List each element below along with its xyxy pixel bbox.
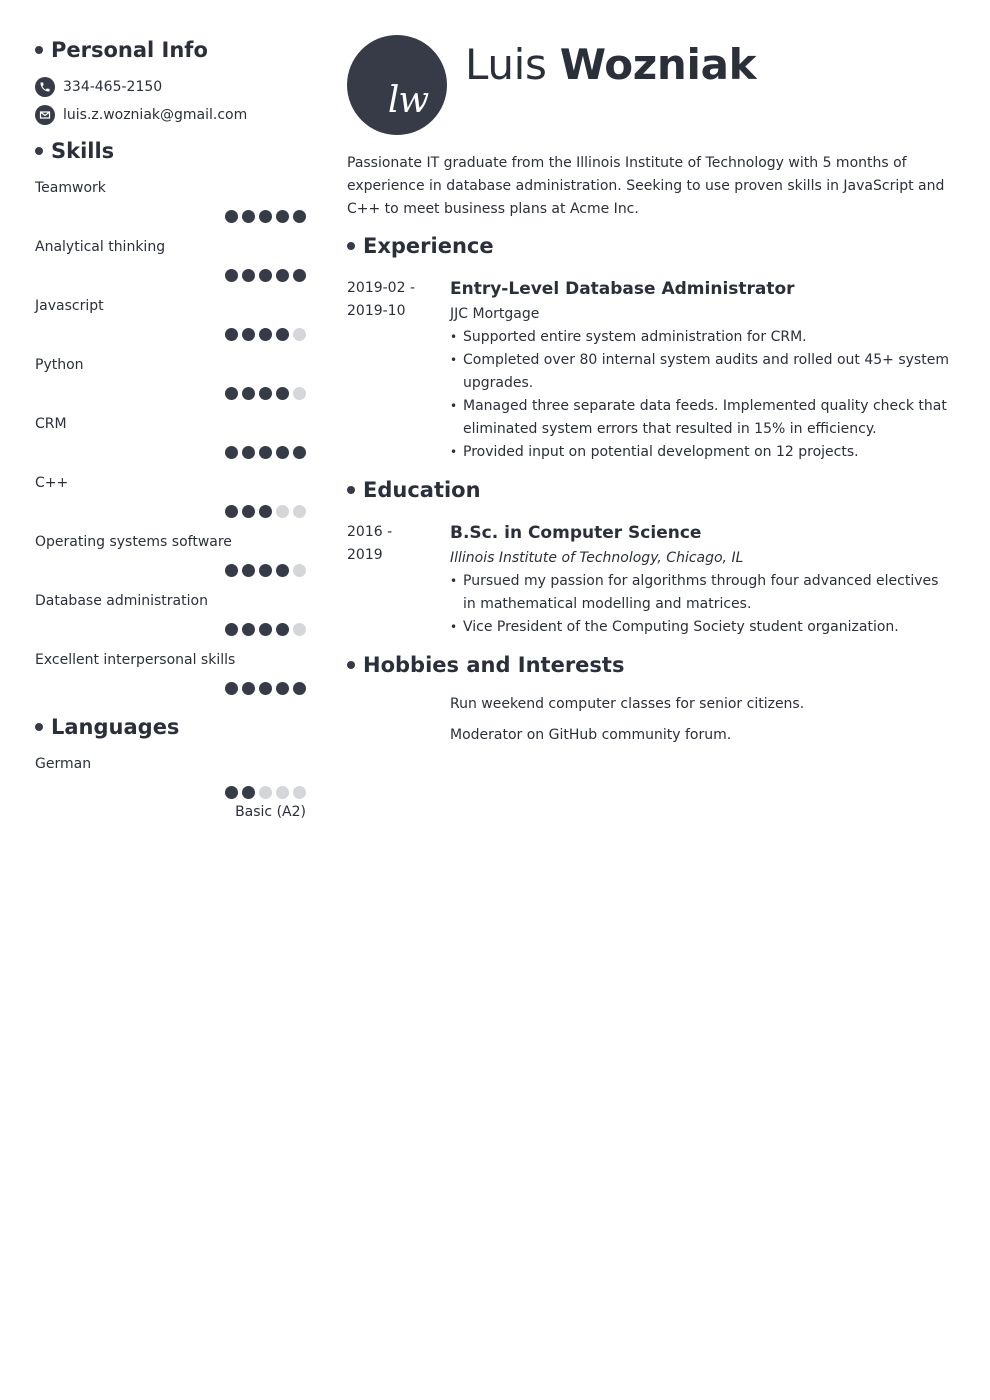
rating-dot-filled-icon: [225, 387, 238, 400]
skill-name: Analytical thinking: [35, 239, 166, 255]
skill-rating: [35, 564, 306, 577]
rating-dot-empty-icon: [276, 786, 289, 799]
experience-heading: [347, 234, 494, 258]
date-start: 2016 -: [347, 524, 393, 540]
degree-title: B.Sc. in Computer Science: [450, 523, 702, 543]
rating-dot-filled-icon: [276, 623, 289, 636]
rating-dot-filled-icon: [276, 210, 289, 223]
section-bullet-icon: [347, 486, 355, 494]
rating-dot-filled-icon: [225, 564, 238, 577]
rating-dot-filled-icon: [293, 446, 306, 459]
rating-dot-empty-icon: [276, 505, 289, 518]
phone-number[interactable]: 334-465-2150: [63, 79, 163, 95]
rating-dot-filled-icon: [242, 682, 255, 695]
rating-dot-filled-icon: [259, 210, 272, 223]
institution: Illinois Institute of Technology, Chicago, IL: [450, 550, 744, 566]
personal-info-heading-text: Personal Info: [51, 38, 208, 62]
phone-icon: [35, 77, 55, 97]
experience-entry: [450, 277, 955, 464]
last-name: Wozniak: [559, 40, 757, 89]
rating-dot-filled-icon: [259, 269, 272, 282]
rating-dot-empty-icon: [293, 786, 306, 799]
skill-name: Database administration: [35, 593, 208, 609]
rating-dot-filled-icon: [293, 682, 306, 695]
list-item: • Completed over 80 internal system audits and rolled out 45+ system upgrades.: [450, 349, 955, 395]
rating-dot-filled-icon: [242, 564, 255, 577]
languages-heading-text: Languages: [51, 715, 180, 739]
candidate-name: [465, 40, 756, 89]
skill-name: Python: [35, 357, 84, 373]
rating-dot-filled-icon: [293, 269, 306, 282]
date-end: 2019: [347, 547, 383, 563]
rating-dot-filled-icon: [259, 328, 272, 341]
rating-dot-filled-icon: [225, 623, 238, 636]
skill-rating: [35, 786, 306, 799]
section-bullet-icon: [347, 242, 355, 250]
rating-dot-empty-icon: [293, 505, 306, 518]
language-level: Basic (A2): [235, 804, 306, 820]
rating-dot-filled-icon: [259, 387, 272, 400]
skill-rating: [35, 682, 306, 695]
rating-dot-filled-icon: [242, 328, 255, 341]
rating-dot-empty-icon: [293, 623, 306, 636]
list-item: • Vice President of the Computing Society student organization.: [450, 616, 955, 639]
education-date: [347, 521, 442, 567]
rating-dot-filled-icon: [259, 682, 272, 695]
rating-dot-filled-icon: [225, 786, 238, 799]
hobby-item: Run weekend computer classes for senior citizens.: [450, 696, 805, 712]
envelope-icon: [35, 105, 55, 125]
rating-dot-filled-icon: [293, 210, 306, 223]
rating-dot-filled-icon: [242, 210, 255, 223]
rating-dot-filled-icon: [259, 564, 272, 577]
list-item: • Supported entire system administration for CRM.: [450, 326, 955, 349]
rating-dot-filled-icon: [225, 210, 238, 223]
skill-name: Excellent interpersonal skills: [35, 652, 236, 668]
employer: JJC Mortgage: [450, 306, 540, 322]
language-name: German: [35, 756, 92, 772]
list-item: • Pursued my passion for algorithms through four advanced electives in mathematical modelling and matrices.: [450, 570, 955, 616]
skills-heading-text: Skills: [51, 139, 115, 163]
skill-rating: [35, 328, 306, 341]
section-bullet-icon: [35, 723, 43, 731]
experience-date: [347, 277, 442, 323]
rating-dot-filled-icon: [242, 505, 255, 518]
education-heading: [347, 478, 481, 502]
skill-name: Teamwork: [35, 180, 106, 196]
skill-name: Operating systems software: [35, 534, 232, 550]
skill-name: Javascript: [35, 298, 104, 314]
skill-rating: [35, 446, 306, 459]
rating-dot-filled-icon: [225, 328, 238, 341]
date-start: 2019-02 -: [347, 280, 415, 296]
education-heading-text: Education: [363, 478, 481, 502]
first-name: Luis: [465, 40, 547, 89]
skill-rating: [35, 623, 306, 636]
rating-dot-filled-icon: [259, 446, 272, 459]
avatar: [347, 35, 447, 135]
date-end: 2019-10: [347, 303, 406, 319]
avatar-initials: lw: [387, 79, 429, 121]
experience-heading-text: Experience: [363, 234, 494, 258]
personal-info-heading: [35, 38, 208, 62]
rating-dot-empty-icon: [293, 387, 306, 400]
rating-dot-filled-icon: [225, 505, 238, 518]
rating-dot-filled-icon: [276, 564, 289, 577]
hobby-item: Moderator on GitHub community forum.: [450, 727, 732, 743]
summary: Passionate IT graduate from the Illinois Institute of Technology with 5 months of experience in database administration. Seeking to use proven skills in JavaScript and C++ to meet business plans at Acme Inc.: [347, 155, 945, 217]
skill-rating: [35, 210, 306, 223]
rating-dot-filled-icon: [276, 387, 289, 400]
skills-heading: [35, 139, 114, 163]
rating-dot-filled-icon: [225, 682, 238, 695]
section-bullet-icon: [35, 147, 43, 155]
email-address[interactable]: luis.z.wozniak@gmail.com: [63, 107, 248, 123]
languages-heading: [35, 715, 179, 739]
rating-dot-filled-icon: [276, 328, 289, 341]
rating-dot-filled-icon: [242, 446, 255, 459]
hobbies-heading-text: Hobbies and Interests: [363, 653, 625, 677]
rating-dot-filled-icon: [259, 505, 272, 518]
job-title: Entry-Level Database Administrator: [450, 279, 795, 299]
email-row: [35, 105, 247, 125]
skill-rating: [35, 269, 306, 282]
rating-dot-empty-icon: [293, 328, 306, 341]
hobbies-heading: [347, 653, 624, 677]
list-item: • Provided input on potential development on 12 projects.: [450, 441, 955, 464]
rating-dot-filled-icon: [225, 446, 238, 459]
rating-dot-filled-icon: [242, 269, 255, 282]
rating-dot-filled-icon: [242, 387, 255, 400]
section-bullet-icon: [35, 46, 43, 54]
skill-name: C++: [35, 475, 69, 491]
experience-bullets: [450, 326, 955, 464]
phone-row: [35, 77, 162, 97]
rating-dot-filled-icon: [276, 682, 289, 695]
education-bullets: [450, 570, 955, 639]
skill-rating: [35, 505, 306, 518]
rating-dot-filled-icon: [276, 269, 289, 282]
section-bullet-icon: [347, 661, 355, 669]
rating-dot-filled-icon: [242, 623, 255, 636]
skill-name: CRM: [35, 416, 67, 432]
skill-rating: [35, 387, 306, 400]
rating-dot-filled-icon: [225, 269, 238, 282]
education-entry: [450, 521, 955, 639]
rating-dot-empty-icon: [293, 564, 306, 577]
rating-dot-filled-icon: [242, 786, 255, 799]
rating-dot-filled-icon: [259, 623, 272, 636]
rating-dot-filled-icon: [276, 446, 289, 459]
list-item: • Managed three separate data feeds. Implemented quality check that eliminated system errors that resulted in 15% in efficiency.: [450, 395, 955, 441]
rating-dot-empty-icon: [259, 786, 272, 799]
